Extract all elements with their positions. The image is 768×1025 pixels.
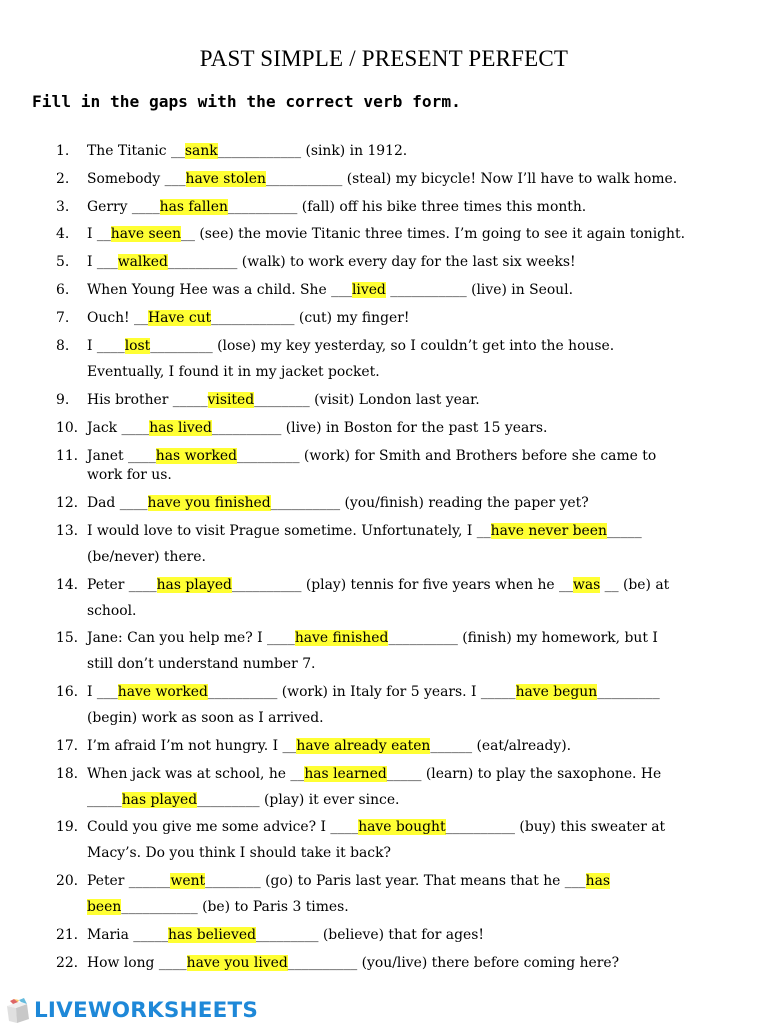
answer-blank[interactable]: has learned [304, 766, 387, 782]
sentence-line-continued [87, 651, 315, 677]
item-number: 15. [56, 630, 79, 646]
sentence-line [87, 305, 409, 331]
item-number: 19. [56, 819, 79, 835]
sentence-line [87, 679, 660, 705]
sentence-line-continued [87, 544, 206, 570]
sentence-line [87, 733, 571, 759]
sentence-line [87, 194, 586, 220]
answer-blank[interactable]: has worked [155, 448, 237, 464]
sentence-text: _________ (work) for Smith and Brothers before she came to [237, 448, 657, 464]
answer-blank[interactable]: lived [351, 282, 386, 298]
sentence-line [87, 443, 656, 469]
sentence-text: Dad ____ [87, 495, 148, 511]
item-number: 2. [56, 171, 70, 187]
item-number: 3. [56, 199, 70, 215]
sentence-text: _____ [87, 792, 122, 808]
sentence-text: still don’t understand number 7. [87, 656, 316, 672]
sentence-text: Eventually, I found it in my jacket pocket. [87, 364, 380, 380]
answer-blank[interactable]: been [87, 899, 122, 915]
sentence-text: __________ (fall) off his bike three times this month. [227, 199, 587, 215]
sentence-line-continued [87, 359, 380, 385]
sentence-text: __________ (buy) this sweater at [445, 819, 666, 835]
sentence-text: _________ (play) it ever since. [197, 792, 400, 808]
answer-blank[interactable]: was [572, 577, 601, 593]
item-number: 11. [56, 448, 79, 464]
sentence-line [87, 922, 484, 948]
answer-blank[interactable]: has believed [168, 927, 256, 943]
sentence-line-continued [87, 840, 391, 866]
sentence-line-continued [87, 598, 136, 624]
sentence-text: I ____ [87, 338, 125, 354]
answer-blank[interactable]: visited [207, 392, 255, 408]
sentence-text: Gerry ____ [87, 199, 160, 215]
sentence-text: __________ (you/live) there before coming here? [287, 955, 620, 971]
sentence-text: I’m afraid I’m not hungry. I __ [87, 738, 297, 754]
sentence-text: Maria _____ [87, 927, 169, 943]
answer-blank[interactable]: have finished [294, 630, 389, 646]
sentence-text: His brother _____ [87, 392, 208, 408]
item-number: 9. [56, 392, 70, 408]
sentence-text: Could you give me some advice? I ____ [87, 819, 359, 835]
item-number: 4. [56, 226, 70, 242]
answer-blank[interactable]: walked [117, 254, 168, 270]
item-number: 17. [56, 738, 79, 754]
item-number: 7. [56, 310, 70, 326]
sentence-line-continued [87, 787, 399, 813]
item-number: 22. [56, 955, 79, 971]
sentence-text: __________ (walk) to work every day for the last six weeks! [167, 254, 576, 270]
sentence-text: Peter ______ [87, 873, 171, 889]
sentence-text: When Young Hee was a child. She ___ [87, 282, 352, 298]
answer-blank[interactable]: have already eaten [296, 738, 431, 754]
sentence-text: I would love to visit Prague sometime. Unfortunately, I __ [87, 523, 491, 539]
sentence-text: __________ (live) in Boston for the past 15 years. [211, 420, 548, 436]
sentence-text: school. [87, 603, 137, 619]
item-number: 5. [56, 254, 70, 270]
sentence-text: I ___ [87, 254, 118, 270]
sentence-text: Peter ____ [87, 577, 157, 593]
liveworksheets-logo-icon [4, 996, 32, 1024]
sentence-text: ______ (eat/already). [430, 738, 572, 754]
item-number: 8. [56, 338, 70, 354]
sentence-line [87, 518, 642, 544]
sentence-text: ____________ (cut) my finger! [211, 310, 410, 326]
answer-blank[interactable]: has fallen [159, 199, 228, 215]
sentence-line [87, 387, 480, 413]
sentence-text: ___________ (steal) my bicycle! Now I’ll have to walk home. [265, 171, 678, 187]
sentence-text: How long ____ [87, 955, 187, 971]
sentence-text: Jane: Can you help me? I ____ [87, 630, 295, 646]
sentence-text: _________ [597, 684, 660, 700]
sentence-line [87, 277, 573, 303]
sentence-text: __________ (you/finish) reading the paper yet? [270, 495, 589, 511]
item-number: 20. [56, 873, 79, 889]
item-number: 12. [56, 495, 79, 511]
sentence-text: When jack was at school, he __ [87, 766, 305, 782]
sentence-text: Macy’s. Do you think I should take it back? [87, 845, 391, 861]
sentence-text: __________ (play) tennis for five years when he __ [231, 577, 573, 593]
sentence-text: ___________ (live) in Seoul. [385, 282, 573, 298]
sentence-text: _____ [606, 523, 642, 539]
answer-blank[interactable]: has played [121, 792, 198, 808]
sentence-text: Jack ____ [87, 420, 150, 436]
sentence-text: _____ (learn) to play the saxophone. He [386, 766, 662, 782]
instructions: Fill in the gaps with the correct verb form. [32, 92, 461, 111]
sentence-line [87, 950, 619, 976]
item-number: 10. [56, 420, 79, 436]
item-number: 6. [56, 282, 70, 298]
sentence-line [87, 814, 665, 840]
sentence-line [87, 572, 669, 598]
sentence-text: Somebody ___ [87, 171, 186, 187]
item-number: 16. [56, 684, 79, 700]
item-number: 14. [56, 577, 79, 593]
sentence-line [87, 249, 576, 275]
sentence-text: _________ (believe) that for ages! [255, 927, 484, 943]
sentence-line [87, 415, 547, 441]
sentence-text: ___________ (be) to Paris 3 times. [121, 899, 349, 915]
answer-blank[interactable]: have you lived [186, 955, 288, 971]
sentence-text: (begin) work as soon as I arrived. [87, 710, 324, 726]
answer-blank[interactable]: have begun [515, 684, 598, 700]
sentence-line [87, 761, 661, 787]
sentence-text: ________ (go) to Paris last year. That means that he ___ [205, 873, 586, 889]
footer-logo[interactable] [4, 995, 258, 1025]
sentence-text: (be/never) there. [87, 549, 206, 565]
sentence-line [87, 333, 614, 359]
answer-blank[interactable]: have seen [110, 226, 182, 242]
answer-blank[interactable]: went [170, 873, 206, 889]
answer-blank[interactable]: has [585, 873, 610, 889]
sentence-line-continued [87, 462, 172, 488]
sentence-text: _________ (lose) my key yesterday, so I couldn’t get into the house. [150, 338, 615, 354]
sentence-line [87, 490, 589, 516]
answer-blank[interactable]: have stolen [185, 171, 266, 187]
sentence-text: The Titanic __ [87, 143, 185, 159]
sentence-text: work for us. [87, 467, 172, 483]
item-number: 13. [56, 523, 79, 539]
sentence-text: I __ [87, 226, 111, 242]
sentence-line [87, 221, 685, 247]
answer-blank[interactable]: has lived [149, 420, 212, 436]
item-number: 21. [56, 927, 79, 943]
sentence-line [87, 625, 658, 651]
answer-blank[interactable]: have you finished [147, 495, 271, 511]
sentence-line [87, 868, 610, 894]
answer-blank[interactable]: have bought [358, 819, 446, 835]
sentence-text: ________ (visit) London last year. [254, 392, 480, 408]
answer-blank[interactable]: have never been [490, 523, 607, 539]
sentence-line [87, 138, 407, 164]
answer-blank[interactable]: Have cut [147, 310, 212, 326]
answer-blank[interactable]: lost [124, 338, 151, 354]
sentence-line [87, 166, 677, 192]
sentence-text: __________ (work) in Italy for 5 years. I _____ [207, 684, 516, 700]
item-number: 18. [56, 766, 79, 782]
sentence-text: I ___ [87, 684, 118, 700]
brand-name: LIVEWORKSHEETS [34, 997, 259, 1023]
sentence-text: ____________ (sink) in 1912. [217, 143, 408, 159]
sentence-line-continued [87, 705, 324, 731]
sentence-line-continued [87, 894, 349, 920]
worksheet-title: PAST SIMPLE / PRESENT PERFECT [199, 46, 569, 71]
sentence-text: __ (be) at [600, 577, 670, 593]
sentence-text: Ouch! __ [87, 310, 148, 326]
item-number: 1. [56, 143, 70, 159]
answer-blank[interactable]: has played [156, 577, 232, 593]
sentence-text: __ (see) the movie Titanic three times. I’m going to see it again tonight. [181, 226, 685, 242]
answer-blank[interactable]: have worked [117, 684, 208, 700]
sentence-text: __________ (finish) my homework, but I [388, 630, 658, 646]
answer-blank[interactable]: sank [184, 143, 218, 159]
sentence-text: Janet ____ [87, 448, 156, 464]
